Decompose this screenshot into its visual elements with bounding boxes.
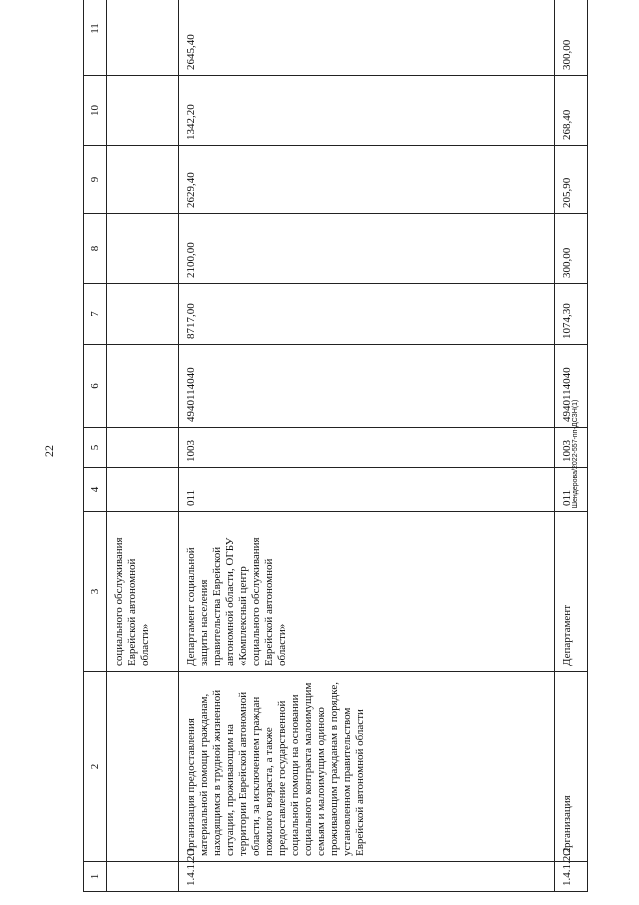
cell-grbs [107,468,179,512]
document-reference-note: Шендерова/2022-557-пп-ДСЗН(1) [572,399,579,509]
budget-table [83,0,588,892]
column-header: 9 [84,146,107,214]
cell-year-2 [107,146,179,214]
cell-year-3: 268,40 [555,76,588,146]
column-header: 4 [84,468,107,512]
cell-target-article [107,345,179,428]
column-header: 1 [84,862,107,892]
cell-year-2: 205,90 [555,146,588,214]
cell-grbs: 011 [179,468,555,512]
cell-executor: Департамент [555,512,588,672]
cell-year-4: 2645,40 [179,0,555,76]
cell-year-3 [107,76,179,146]
column-header: 6 [84,345,107,428]
cell-number: 1.4.1.2.2 [555,862,588,892]
column-header: 2 [84,672,107,862]
page-number: 22 [42,445,56,457]
column-header: 11 [84,0,107,76]
cell-executor: социального обслуживания Еврейской автономной области» [107,512,179,672]
column-header: 5 [84,428,107,468]
cell-section: 1003 [555,428,588,468]
table-row [179,0,555,892]
column-number-row [84,0,107,892]
cell-year-1 [107,214,179,284]
cell-number [107,862,179,892]
table-row [555,0,588,892]
column-header: 3 [84,512,107,672]
cell-year-4 [107,0,179,76]
cell-total: 8717,00 [179,284,555,345]
cell-total: 1074,30 [555,284,588,345]
cell-executor: Департамент социальной защиты населения правительства Еврейской автономной области, ОГБУ «Комплексный центр социального обслуживания Еврейской автономной области» [179,512,555,672]
cell-activity [107,672,179,862]
column-header: 7 [84,284,107,345]
budget-table-container [83,23,587,892]
cell-section: 1003 [179,428,555,468]
cell-activity: Организация предоставления материальной помощи гражданам, находящимся в трудной жизненной ситуации, проживающим на территории Еврейской автономной области, за исключением граждан пожилого возраста, а также предоставление государственной социальной помощи на основании социального контракта малоимущим семьям и малоимущим одиноко проживающим гражданам в порядке, установленном правительством Еврейской автономной области [179,672,555,862]
cell-target-article: 4940114040 [555,345,588,428]
column-header: 8 [84,214,107,284]
cell-target-article: 4940114040 [179,345,555,428]
cell-year-1: 300,00 [555,214,588,284]
cell-activity: Организация [555,672,588,862]
cell-number: 1.4.1.2.1 [179,862,555,892]
cell-year-2: 2629,40 [179,146,555,214]
cell-total [107,284,179,345]
column-header: 10 [84,76,107,146]
cell-year-1: 2100,00 [179,214,555,284]
cell-section [107,428,179,468]
cell-grbs: 011 [555,468,588,512]
table-row [107,0,179,892]
cell-year-4: 300,00 [555,0,588,76]
cell-year-3: 1342,20 [179,76,555,146]
